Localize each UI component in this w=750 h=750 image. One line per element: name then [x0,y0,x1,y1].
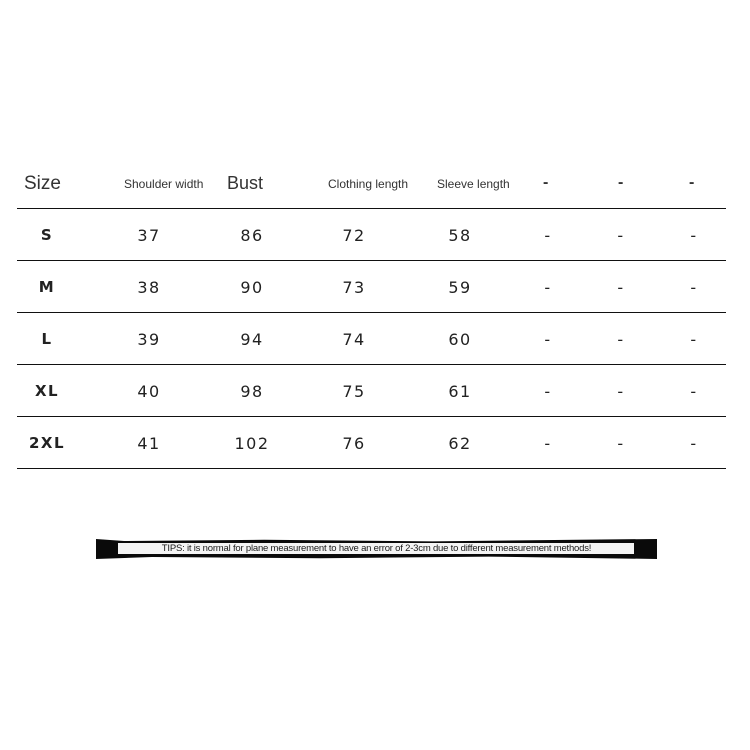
cell-empty: - [690,382,698,401]
cell-shoulder-width: 37 [137,226,161,245]
cell-bust: 98 [240,382,264,401]
cell-empty: - [617,330,625,349]
cell-clothing-length: 73 [342,278,366,297]
cell-empty: - [544,434,552,453]
cell-bust: 94 [240,330,264,349]
cell-sleeve-length: 61 [448,382,472,401]
tips-text: TIPS: it is normal for plane measurement to have an error of 2-3cm due to different measurement methods! [161,543,592,554]
cell-bust: 90 [240,278,264,297]
header-size: Size [24,173,61,194]
cell-empty: - [617,434,625,453]
cell-size: S [40,226,54,244]
cell-empty: - [617,278,625,297]
header-empty-column: - [543,174,549,191]
header-empty-column: - [689,174,695,191]
header-clothing-length: Clothing length [328,177,409,191]
cell-sleeve-length: 58 [448,226,472,245]
cell-sleeve-length: 62 [448,434,472,453]
cell-empty: - [544,278,552,297]
cell-clothing-length: 75 [342,382,366,401]
cell-clothing-length: 74 [342,330,366,349]
cell-sleeve-length: 59 [448,278,472,297]
header-shoulder-width: Shoulder width [124,177,204,191]
cell-shoulder-width: 39 [137,330,161,349]
cell-clothing-length: 76 [342,434,366,453]
table-header-row [17,160,726,209]
table-row [17,209,726,261]
cell-shoulder-width: 38 [137,278,161,297]
cell-empty: - [544,226,552,245]
header-bust: Bust [227,173,264,193]
table-row [17,261,726,313]
tips-container [96,539,657,559]
cell-empty: - [690,278,698,297]
cell-empty: - [544,330,552,349]
cell-empty: - [690,434,698,453]
cell-empty: - [544,382,552,401]
cell-empty: - [617,382,625,401]
cell-empty: - [690,330,698,349]
table-row [17,313,726,365]
cell-empty: - [617,226,625,245]
cell-size: M [38,278,56,296]
cell-bust: 102 [234,434,270,453]
cell-shoulder-width: 41 [137,434,161,453]
header-sleeve-length: Sleeve length [437,177,510,191]
cell-size: L [41,330,53,348]
cell-clothing-length: 72 [342,226,366,245]
cell-size: XL [34,382,60,400]
cell-empty: - [690,226,698,245]
table-row [17,417,726,469]
cell-shoulder-width: 40 [137,382,161,401]
size-chart-table [17,160,726,469]
header-empty-column: - [618,174,624,191]
cell-bust: 86 [240,226,264,245]
cell-sleeve-length: 60 [448,330,472,349]
table-row [17,365,726,417]
cell-size: 2XL [28,434,66,452]
